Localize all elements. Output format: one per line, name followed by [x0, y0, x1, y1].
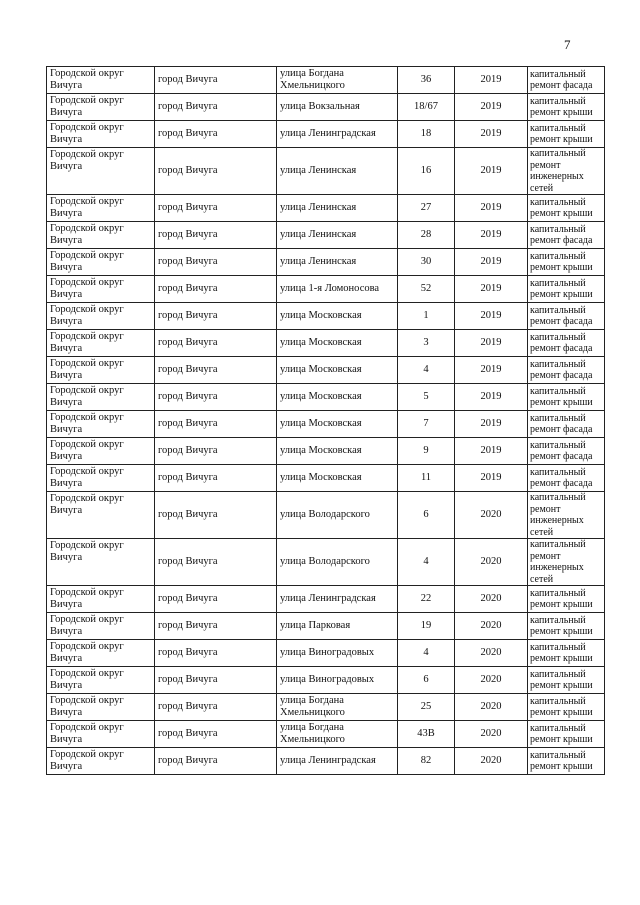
street-cell: улица Богдана Хмельницкого: [277, 721, 398, 748]
district-cell: Городской округ Вичуга: [47, 438, 155, 465]
work-type-cell: капитальный ремонт крыши: [528, 249, 605, 276]
year-cell: 2019: [455, 222, 528, 249]
work-type-cell: капитальный ремонт фасада: [528, 330, 605, 357]
house-number-cell: 6: [398, 667, 455, 694]
year-cell: 2019: [455, 148, 528, 195]
district-cell: Городской округ Вичуга: [47, 249, 155, 276]
city-cell: город Вичуга: [155, 748, 277, 775]
year-cell: 2019: [455, 330, 528, 357]
house-number-cell: 36: [398, 67, 455, 94]
city-cell: город Вичуга: [155, 492, 277, 539]
table-row: [47, 67, 605, 94]
table-row: [47, 148, 605, 195]
year-cell: 2019: [455, 465, 528, 492]
street-cell: улица Богдана Хмельницкого: [277, 694, 398, 721]
street-cell: улица Ленинградская: [277, 586, 398, 613]
year-cell: 2020: [455, 694, 528, 721]
city-cell: город Вичуга: [155, 640, 277, 667]
street-cell: улица Богдана Хмельницкого: [277, 67, 398, 94]
table-row: [47, 586, 605, 613]
house-number-cell: 7: [398, 411, 455, 438]
year-cell: 2019: [455, 195, 528, 222]
street-cell: улица Московская: [277, 303, 398, 330]
table-row: [47, 384, 605, 411]
table-row: [47, 249, 605, 276]
work-type-cell: капитальный ремонт крыши: [528, 586, 605, 613]
house-number-cell: 6: [398, 492, 455, 539]
district-cell: Городской округ Вичуга: [47, 276, 155, 303]
year-cell: 2020: [455, 613, 528, 640]
house-number-cell: 19: [398, 613, 455, 640]
work-type-cell: капитальный ремонт крыши: [528, 94, 605, 121]
table-row: [47, 465, 605, 492]
work-type-cell: капитальный ремонт крыши: [528, 640, 605, 667]
house-number-cell: 5: [398, 384, 455, 411]
street-cell: улица Ленинская: [277, 195, 398, 222]
city-cell: город Вичуга: [155, 67, 277, 94]
house-number-cell: 18: [398, 121, 455, 148]
year-cell: 2020: [455, 539, 528, 586]
street-cell: улица Ленинградская: [277, 121, 398, 148]
year-cell: 2019: [455, 249, 528, 276]
street-cell: улица Московская: [277, 438, 398, 465]
work-type-cell: капитальный ремонт фасада: [528, 222, 605, 249]
table-row: [47, 411, 605, 438]
table-row: [47, 303, 605, 330]
district-cell: Городской округ Вичуга: [47, 640, 155, 667]
street-cell: улица Ленинская: [277, 222, 398, 249]
street-cell: улица Ленинская: [277, 249, 398, 276]
district-cell: Городской округ Вичуга: [47, 148, 155, 195]
district-cell: Городской округ Вичуга: [47, 539, 155, 586]
city-cell: город Вичуга: [155, 148, 277, 195]
city-cell: город Вичуга: [155, 667, 277, 694]
work-type-cell: капитальный ремонт крыши: [528, 613, 605, 640]
city-cell: город Вичуга: [155, 438, 277, 465]
table-row: [47, 539, 605, 586]
city-cell: город Вичуга: [155, 222, 277, 249]
district-cell: Городской округ Вичуга: [47, 67, 155, 94]
year-cell: 2020: [455, 748, 528, 775]
street-cell: улица Володарского: [277, 492, 398, 539]
house-number-cell: 3: [398, 330, 455, 357]
district-cell: Городской округ Вичуга: [47, 694, 155, 721]
year-cell: 2020: [455, 640, 528, 667]
work-type-cell: капитальный ремонт крыши: [528, 384, 605, 411]
street-cell: улица Московская: [277, 384, 398, 411]
year-cell: 2020: [455, 492, 528, 539]
city-cell: город Вичуга: [155, 330, 277, 357]
year-cell: 2019: [455, 438, 528, 465]
city-cell: город Вичуга: [155, 465, 277, 492]
house-number-cell: 82: [398, 748, 455, 775]
work-type-cell: капитальный ремонт фасада: [528, 303, 605, 330]
work-type-cell: капитальный ремонт фасада: [528, 438, 605, 465]
table-row: [47, 94, 605, 121]
city-cell: город Вичуга: [155, 357, 277, 384]
street-cell: улица Парковая: [277, 613, 398, 640]
work-type-cell: капитальный ремонт крыши: [528, 276, 605, 303]
city-cell: город Вичуга: [155, 411, 277, 438]
city-cell: город Вичуга: [155, 195, 277, 222]
year-cell: 2019: [455, 94, 528, 121]
street-cell: улица Вокзальная: [277, 94, 398, 121]
street-cell: улица Московская: [277, 465, 398, 492]
district-cell: Городской округ Вичуга: [47, 465, 155, 492]
house-number-cell: 25: [398, 694, 455, 721]
district-cell: Городской округ Вичуга: [47, 357, 155, 384]
street-cell: улица Московская: [277, 330, 398, 357]
house-number-cell: 30: [398, 249, 455, 276]
district-cell: Городской округ Вичуга: [47, 613, 155, 640]
house-number-cell: 9: [398, 438, 455, 465]
work-type-cell: капитальный ремонт крыши: [528, 667, 605, 694]
house-number-cell: 16: [398, 148, 455, 195]
year-cell: 2019: [455, 357, 528, 384]
city-cell: город Вичуга: [155, 384, 277, 411]
street-cell: улица Ленинская: [277, 148, 398, 195]
table-row: [47, 357, 605, 384]
district-cell: Городской округ Вичуга: [47, 721, 155, 748]
page-number: 7: [564, 37, 571, 52]
district-cell: Городской округ Вичуга: [47, 748, 155, 775]
house-number-cell: 4: [398, 539, 455, 586]
street-cell: улица 1-я Ломоносова: [277, 276, 398, 303]
house-number-cell: 28: [398, 222, 455, 249]
district-cell: Городской округ Вичуга: [47, 492, 155, 539]
year-cell: 2019: [455, 67, 528, 94]
city-cell: город Вичуга: [155, 721, 277, 748]
house-number-cell: 1: [398, 303, 455, 330]
city-cell: город Вичуга: [155, 586, 277, 613]
street-cell: улица Виноградовых: [277, 667, 398, 694]
work-type-cell: капитальный ремонт крыши: [528, 721, 605, 748]
work-type-cell: капитальный ремонт крыши: [528, 748, 605, 775]
table-body: [47, 67, 605, 775]
table-row: [47, 438, 605, 465]
work-type-cell: капитальный ремонт крыши: [528, 195, 605, 222]
work-type-cell: капитальный ремонт фасада: [528, 411, 605, 438]
table-row: [47, 667, 605, 694]
table-row: [47, 694, 605, 721]
house-number-cell: 18/67: [398, 94, 455, 121]
year-cell: 2019: [455, 121, 528, 148]
year-cell: 2019: [455, 384, 528, 411]
district-cell: Городской округ Вичуга: [47, 121, 155, 148]
district-cell: Городской округ Вичуга: [47, 667, 155, 694]
district-cell: Городской округ Вичуга: [47, 384, 155, 411]
street-cell: улица Володарского: [277, 539, 398, 586]
table-row: [47, 640, 605, 667]
year-cell: 2019: [455, 276, 528, 303]
district-cell: Городской округ Вичуга: [47, 195, 155, 222]
work-type-cell: капитальный ремонт крыши: [528, 694, 605, 721]
city-cell: город Вичуга: [155, 613, 277, 640]
table-row: [47, 276, 605, 303]
house-number-cell: 4: [398, 357, 455, 384]
table-row: [47, 330, 605, 357]
city-cell: город Вичуга: [155, 94, 277, 121]
house-number-cell: 27: [398, 195, 455, 222]
city-cell: город Вичуга: [155, 276, 277, 303]
house-number-cell: 43В: [398, 721, 455, 748]
district-cell: Городской округ Вичуга: [47, 222, 155, 249]
city-cell: город Вичуга: [155, 121, 277, 148]
year-cell: 2019: [455, 411, 528, 438]
city-cell: город Вичуга: [155, 694, 277, 721]
year-cell: 2020: [455, 586, 528, 613]
house-number-cell: 11: [398, 465, 455, 492]
work-type-cell: капитальный ремонт фасада: [528, 465, 605, 492]
work-type-cell: капитальный ремонт фасада: [528, 357, 605, 384]
city-cell: город Вичуга: [155, 249, 277, 276]
table-row: [47, 613, 605, 640]
work-type-cell: капитальный ремонт крыши: [528, 121, 605, 148]
work-type-cell: капитальный ремонт инженерных сетей: [528, 148, 605, 195]
year-cell: 2020: [455, 721, 528, 748]
district-cell: Городской округ Вичуга: [47, 303, 155, 330]
district-cell: Городской округ Вичуга: [47, 330, 155, 357]
street-cell: улица Ленинградская: [277, 748, 398, 775]
table-row: [47, 721, 605, 748]
city-cell: город Вичуга: [155, 303, 277, 330]
street-cell: улица Московская: [277, 357, 398, 384]
work-type-cell: капитальный ремонт фасада: [528, 67, 605, 94]
table-row: [47, 121, 605, 148]
district-cell: Городской округ Вичуга: [47, 94, 155, 121]
street-cell: улица Виноградовых: [277, 640, 398, 667]
year-cell: 2019: [455, 303, 528, 330]
district-cell: Городской округ Вичуга: [47, 411, 155, 438]
table-row: [47, 195, 605, 222]
year-cell: 2020: [455, 667, 528, 694]
work-type-cell: капитальный ремонт инженерных сетей: [528, 492, 605, 539]
house-number-cell: 22: [398, 586, 455, 613]
table-row: [47, 748, 605, 775]
repair-schedule-table: [46, 66, 605, 775]
house-number-cell: 4: [398, 640, 455, 667]
table-row: [47, 222, 605, 249]
work-type-cell: капитальный ремонт инженерных сетей: [528, 539, 605, 586]
district-cell: Городской округ Вичуга: [47, 586, 155, 613]
house-number-cell: 52: [398, 276, 455, 303]
city-cell: город Вичуга: [155, 539, 277, 586]
table-row: [47, 492, 605, 539]
street-cell: улица Московская: [277, 411, 398, 438]
